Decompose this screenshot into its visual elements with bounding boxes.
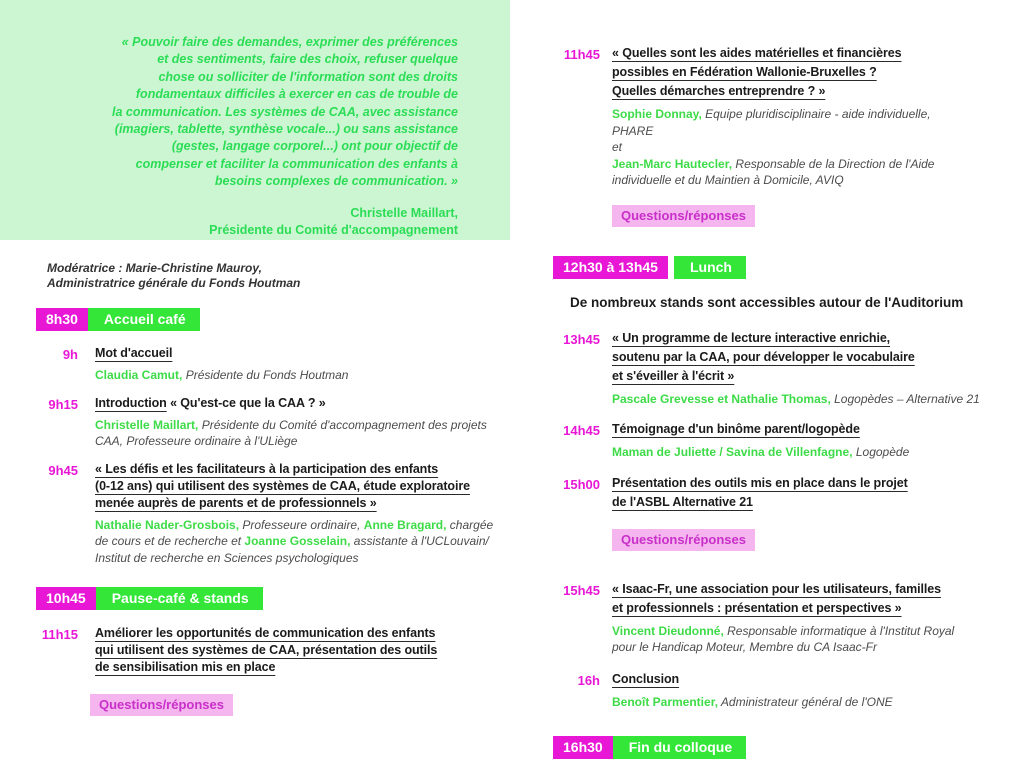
session-time: 15h45 [563, 582, 600, 598]
questions-badge: Questions/réponses [90, 694, 233, 716]
questions-badge: Questions/réponses [612, 205, 755, 227]
session-title-line: de sensibilisation mis en place [95, 660, 276, 674]
stands-note: De nombreux stands sont accessibles autour de l'Auditorium [570, 294, 964, 310]
session-title-line: (0-12 ans) qui utilisent des systèmes de CAA, étude exploratoire [95, 478, 470, 493]
session-title-line: « Les défis et les facilitateurs à la participation des enfants [95, 461, 439, 476]
speaker-role: chargée de cours et de recherche et [95, 517, 494, 548]
speaker-name: Christelle Maillart, [95, 417, 199, 432]
session-time: 9h45 [48, 462, 78, 478]
quote-line: chose ou solliciter de l'information sont des droits [158, 69, 458, 84]
session-title: Témoignage d'un binôme parent/logopède [612, 422, 860, 436]
session-speakers [612, 623, 964, 656]
session-time: 11h15 [41, 627, 78, 642]
session-title-line: menée auprès de parents et de professionnels » [95, 495, 377, 510]
session-title-line: Quelles démarches entreprendre ? » [612, 84, 826, 98]
session-title: Mot d'accueil [95, 346, 173, 360]
banner-label: Accueil café [88, 308, 200, 331]
banner-label: Pause-café & stands [96, 587, 263, 610]
session-title-line: qui utilisent des systèmes de CAA, présentation des outils [95, 643, 438, 657]
banner-lunch [553, 256, 1024, 279]
session-title-line: « Quelles sont les aides matérielles et financières [612, 46, 902, 60]
session-11h15 [36, 625, 514, 676]
session-11h45 [553, 44, 1024, 189]
left-column [36, 240, 514, 716]
speaker-role: Responsable informatique à l'Institut Royal pour le Handicap Moteur, Membre du CA Isaac-Fr [612, 623, 955, 654]
session-15h00 [553, 474, 1024, 512]
session-title: Introduction [95, 395, 167, 410]
session-title-suffix: « Qu'est-ce que la CAA ? » [166, 395, 326, 410]
quote-line: fondamentaux difficiles à exercer en cas de trouble de [135, 87, 458, 102]
speaker-name: Sophie Donnay, [612, 107, 702, 121]
session-title-line: Présentation des outils mis en place dans le projet [612, 475, 908, 490]
session-speakers [95, 417, 503, 450]
quote-line: la communication. Les systèmes de CAA, avec assistance [112, 104, 458, 119]
banner-fin [553, 736, 1024, 759]
quote-line: (imagiers, tablette, synthèse vocale...) ou sans assistance [114, 122, 458, 137]
quote-line: (gestes, langage corporel...) ont pour objectif de [171, 139, 458, 154]
banner-time: 8h30 [36, 308, 88, 331]
session-speakers [95, 517, 503, 567]
quote-block [0, 0, 510, 240]
quote-line: et des sentiments, faire des choix, refuser quelque [157, 52, 458, 67]
session-15h45 [553, 580, 1024, 656]
speaker-role: assistante à l'UCLouvain/ Institut de recherche en Sciences psychologiques [95, 534, 489, 565]
session-title-line: de l'ASBL Alternative 21 [612, 494, 753, 509]
quote-attribution [0, 205, 458, 239]
quote-attribution-name: Christelle Maillart, [350, 205, 458, 220]
session-speakers [612, 444, 909, 461]
session-title-line: et s'éveiller à l'écrit » [612, 368, 735, 383]
session-speakers [95, 367, 348, 384]
session-time: 14h45 [563, 423, 600, 438]
banner-accueil [36, 308, 514, 331]
session-time: 11h45 [563, 47, 600, 62]
quote-line: « Pouvoir faire des demandes, exprimer des préférences [121, 35, 458, 49]
session-time: 9h [62, 347, 78, 362]
speaker-name: Maman de Juliette / Savina de Villenfagne, [612, 445, 853, 459]
speaker-name: Benoît Parmentier, [612, 694, 719, 709]
session-title-line: possibles en Fédération Wallonie-Bruxelles ? [612, 65, 877, 79]
speaker-role: Administrateur général de l'ONE [718, 694, 893, 709]
moderator-line: Administratrice générale du Fonds Houtman [47, 276, 301, 290]
speaker-role: Logopède [852, 445, 910, 459]
quote-line: compenser et faciliter la communication des enfants à [135, 156, 458, 171]
session-speakers [612, 106, 964, 189]
session-title-line: Améliorer les opportunités de communication des enfants [95, 626, 436, 640]
questions-badge: Questions/réponses [612, 529, 755, 551]
speaker-name: Pascale Grevesse et Nathalie Thomas, [612, 391, 831, 406]
session-time: 16h [577, 672, 600, 688]
session-9h15 [36, 395, 514, 450]
session-14h45 [553, 420, 1024, 461]
speaker-connector: et [612, 140, 623, 154]
banner-time: 10h45 [36, 587, 96, 610]
session-title-line: et professionnels : présentation et perspectives » [612, 600, 902, 615]
session-title: Conclusion [612, 671, 680, 686]
speaker-name: Jean-Marc Hautecler, [612, 156, 733, 171]
speaker-role: Présidente du Comité d'accompagnement des projets CAA, Professeure ordinaire à l'ULiège [95, 417, 487, 448]
session-13h45 [553, 329, 1024, 408]
session-title-line: « Un programme de lecture interactive enrichie, [612, 330, 891, 345]
session-time: 15h00 [563, 476, 600, 492]
banner-time: 12h30 à 13h45 [553, 256, 668, 279]
session-time: 13h45 [563, 331, 600, 347]
quote-text [0, 34, 458, 191]
session-16h [553, 670, 1024, 711]
session-9h45 [36, 461, 514, 567]
speaker-name: Vincent Dieudonné, [612, 623, 724, 638]
speaker-role: Logopèdes – Alternative 21 [830, 391, 980, 406]
session-title-line: « Isaac-Fr, une association pour les utilisateurs, familles [612, 581, 941, 596]
speaker-role: Equipe pluridisciplinaire - aide individuelle, PHARE [612, 107, 931, 138]
session-title-line: soutenu par la CAA, pour développer le vocabulaire [612, 349, 915, 364]
speaker-name: Anne Bragard, [363, 517, 447, 532]
speaker-role: Professeure ordinaire, [239, 517, 364, 532]
banner-label: Lunch [674, 256, 746, 279]
speaker-role: Responsable de la Direction de l'Aide individuelle et du Maintien à Domicile, AVIQ [612, 156, 935, 187]
moderator-note [47, 261, 514, 291]
speaker-name: Nathalie Nader-Grosbois, [95, 517, 240, 532]
speaker-name: Claudia Camut, [95, 368, 183, 382]
session-speakers [612, 694, 893, 711]
session-speakers [612, 391, 980, 408]
speaker-role: Présidente du Fonds Houtman [182, 368, 349, 382]
banner-label: Fin du colloque [613, 736, 746, 759]
session-time: 9h15 [48, 396, 78, 412]
banner-time: 16h30 [553, 736, 613, 759]
moderator-line: Modératrice : Marie-Christine Mauroy, [47, 261, 262, 275]
speaker-name: Joanne Gosselain, [244, 534, 351, 548]
session-9h [36, 345, 514, 384]
banner-pause [36, 587, 514, 610]
right-column [553, 0, 1024, 759]
quote-line: besoins complexes de communication. » [214, 174, 458, 189]
quote-attribution-role: Présidente du Comité d'accompagnement [209, 222, 458, 237]
